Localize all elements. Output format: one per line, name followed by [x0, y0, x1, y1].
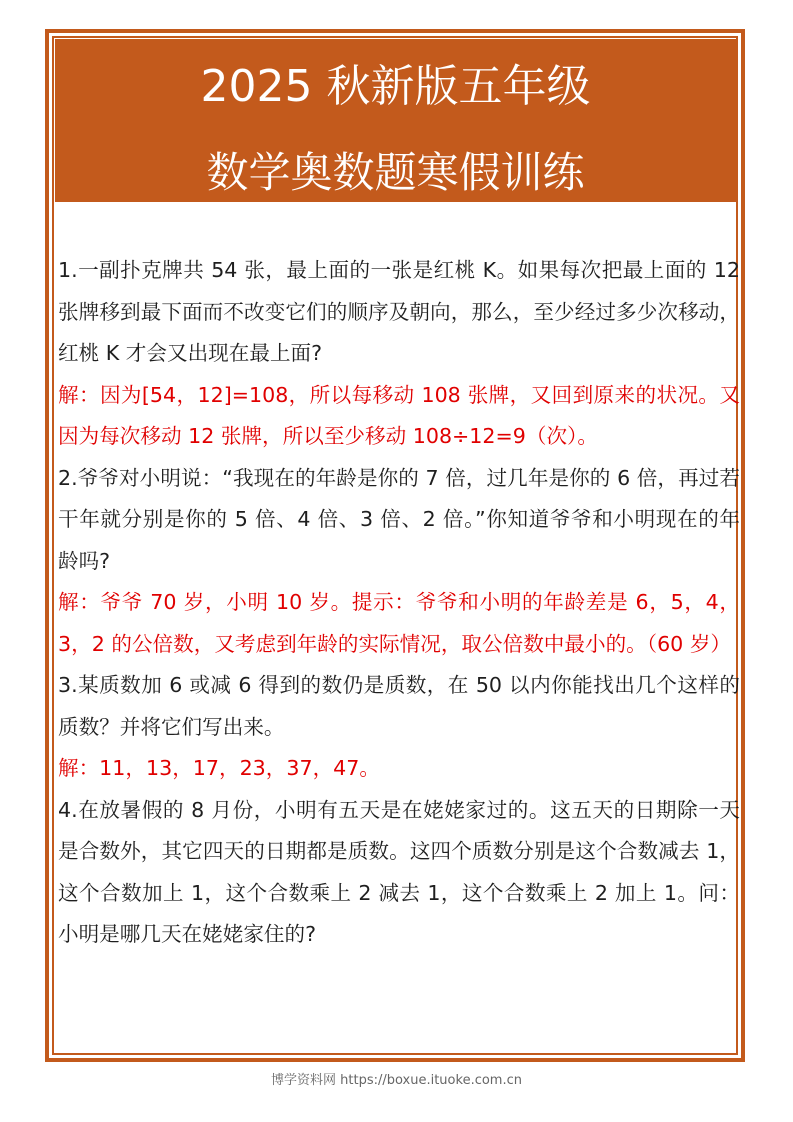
question-4: 4.在放暑假的 8 月份，小明有五天是在姥姥家过的。这五天的日期除一天是合数外，其它四天的日期都是质数。这四个质数分别是这个合数减去 1，这个合数加上 1，这个合数乘上 2 减去 1，这个合数乘上 2 加上 1。问：小明是哪几天在姥姥家住的?	[58, 797, 740, 946]
answer-1: 解：因为[54，12]=108，所以每移动 108 张牌，又回到原来的状况。又因为每次移动 12 张牌，所以至少移动 108÷12=9（次）。	[58, 382, 741, 448]
title-banner	[55, 39, 736, 202]
question-1: 1.一副扑克牌共 54 张，最上面的一张是红桃 K。如果每次把最上面的 12 张牌移到最下面而不改变它们的顺序及朝向，那么，至少经过多少次移动，红桃 K 才会又出现在最上面?	[58, 258, 740, 365]
title-line-1: 2025 秋新版五年级	[200, 61, 591, 112]
problem-list	[58, 250, 740, 956]
title-line-2: 数学奥数题寒假训练	[206, 148, 585, 197]
question-2: 2.爷爷对小明说：“我现在的年龄是你的 7 倍，过几年是你的 6 倍，再过若干年就分别是你的 5 倍、4 倍、3 倍、2 倍。”你知道爷爷和小明现在的年龄吗?	[58, 465, 740, 573]
footer-watermark: 博学资料网 https://boxue.ituoke.com.cn	[271, 1073, 522, 1088]
answer-3: 解：11，13，17，23，37，47。	[58, 756, 380, 780]
answer-2: 解：爷爷 70 岁，小明 10 岁。提示：爷爷和小明的年龄差是 6，5，4，3，2 的公倍数，又考虑到年龄的实际情况，取公倍数中最小的。（60 岁）	[58, 590, 740, 656]
question-3: 3.某质数加 6 或减 6 得到的数仍是质数，在 50 以内你能找出几个这样的质数？并将它们写出来。	[58, 673, 740, 739]
